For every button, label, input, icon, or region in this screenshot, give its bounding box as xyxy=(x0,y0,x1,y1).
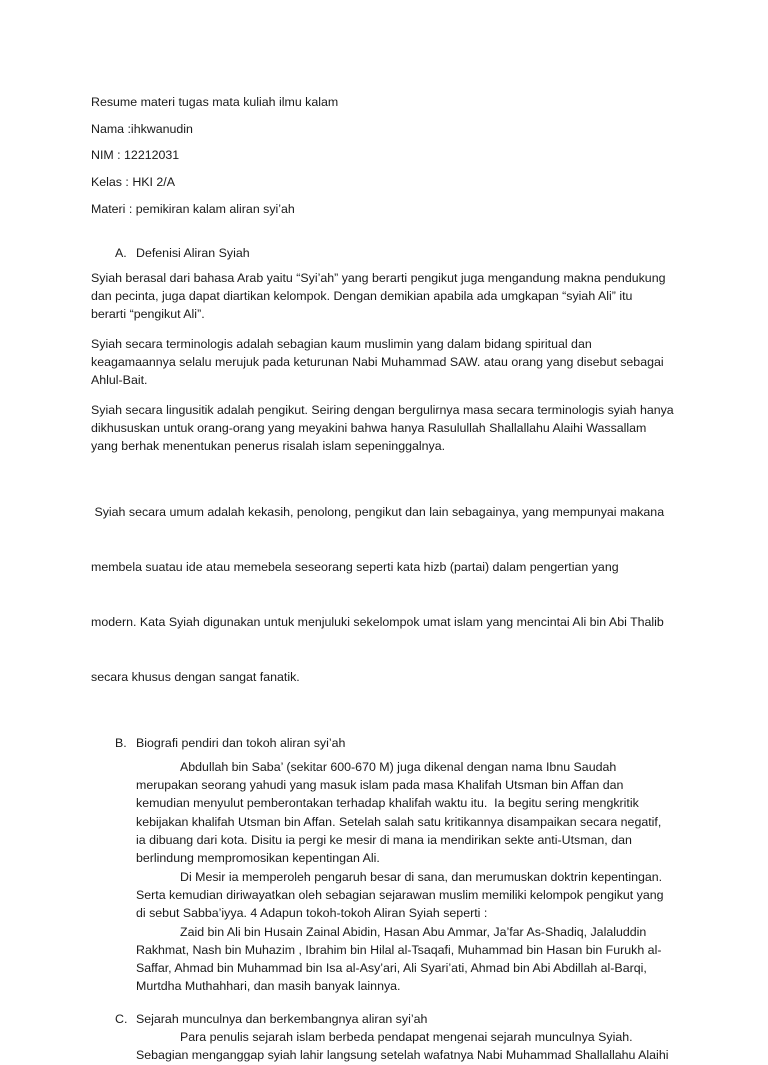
text-line: Syiah berasal dari bahasa Arab yaitu “Syi’ah” yang berarti pengikut juga mengandung makna pendukung xyxy=(91,270,666,285)
text-line: yang berhak menentukan penerus risalah islam sepeninggalnya. xyxy=(91,439,446,454)
text-line: Syiah secara umum adalah kekasih, penolong, pengikut dan lain sebagainya, yang mempunyai makana xyxy=(91,505,665,519)
text-line: keagamaannya selalu merujuk pada keturunan Nabi Muhammad SAW. atau orang yang disebut sebagai xyxy=(91,354,664,369)
text-line: kebijakan khalifah Utsman bin Affan. Setelah salah satu kritikannya disampaikan secara negatif, xyxy=(136,814,662,829)
text-line: Zaid bin Ali bin Husain Zainal Abidin, Hasan Abu Ammar, Ja’far As-Shadiq, Jalaluddin xyxy=(180,924,647,939)
text-line: Di Mesir ia memperoleh pengaruh besar di sana, dan merumuskan doktrin kepentingan. xyxy=(180,869,663,884)
section-a-heading xyxy=(91,244,768,262)
section-c-heading xyxy=(91,1010,768,1028)
section-c-marker: C. xyxy=(115,1011,128,1026)
section-a-paragraph xyxy=(91,466,691,722)
section-b-heading xyxy=(91,734,768,752)
text-line: Sebagian menganggap syiah lahir langsung setelah wafatnya Nabi Muhammad Shallallahu Alaihi xyxy=(136,1048,669,1063)
text-line: Serta kemudian diriwayatkan oleh sebagian sejarawan muslim memiliki kelompok pengikut yang xyxy=(136,887,664,902)
text-line: kemudian menyulut pemberontakan terhadap khalifah waktu itu. Ia begitu sering mengkritik xyxy=(136,796,639,811)
section-c-paragraph xyxy=(136,1028,696,1065)
text-line: dikhususkan untuk orang-orang yang meyakini bahwa hanya Rasulullah Shallallahu Alaihi Wassallam xyxy=(91,420,647,435)
text-line: Para penulis sejarah islam berbeda pendapat mengenai sejarah munculnya Syiah. xyxy=(180,1030,633,1045)
text-line: merupakan seorang yahudi yang masuk islam pada masa Khalifah Utsman bin Affan dan xyxy=(136,778,624,793)
text-line: secara khusus dengan sangat fanatik. xyxy=(91,669,300,684)
text-line: Abdullah bin Saba’ (sekitar 600-670 M) juga dikenal dengan nama Ibnu Saudah xyxy=(180,759,617,774)
section-a-paragraph xyxy=(91,401,691,456)
document-title: Resume materi tugas mata kuliah ilmu kalam xyxy=(91,95,339,109)
section-b-paragraph xyxy=(136,868,696,923)
text-line: Murtdha Muthahhari, dan masih banyak lainnya. xyxy=(136,979,401,994)
section-b-title: Biografi pendiri dan tokoh aliran syi’ah xyxy=(136,735,346,750)
text-line: modern. Kata Syiah digunakan untuk menjuluki sekelompok umat islam yang mencintai Ali bin Abi Thalib xyxy=(91,614,664,629)
text-line: dan pecinta, juga dapat diartikan kelompok. Dengan demikian apabila ada umgkapan “syiah Ali” itu xyxy=(91,289,633,304)
text-line: di sebut Sabba’iyya. 4 Adapun tokoh-tokoh Aliran Syiah seperti : xyxy=(136,906,488,921)
student-nim: NIM : 12212031 xyxy=(91,148,180,163)
section-b-paragraph xyxy=(136,758,696,868)
text-line: Ahlul-Bait. xyxy=(91,373,148,388)
text-line: berlindung mempromosikan kepentingan Ali. xyxy=(136,851,380,866)
section-b-marker: B. xyxy=(115,735,127,750)
section-a-paragraph xyxy=(91,335,691,390)
section-a-title: Defenisi Aliran Syiah xyxy=(136,246,250,261)
text-line: berarti “pengikut Ali”. xyxy=(91,307,205,322)
student-class: Kelas : HKI 2/A xyxy=(91,175,176,190)
section-a-marker: A. xyxy=(115,246,127,261)
material-topic: Materi : pemikiran kalam aliran syi’ah xyxy=(91,201,295,216)
text-line: Syiah secara terminologis adalah sebagian kaum muslimin yang dalam bidang spiritual dan xyxy=(91,336,592,351)
student-name: Nama :ihkwanudin xyxy=(91,121,193,136)
text-line: membela suatau ide atau memebela seseorang seperti kata hizb (partai) dalam pengertian yang xyxy=(91,559,619,574)
section-b-paragraph xyxy=(136,923,696,996)
text-line: Syiah secara lingusitik adalah pengikut. Seiring dengan bergulirnya masa secara terminologis syiah hanya xyxy=(91,402,674,417)
text-line: ia dibuang dari kota. Disitu ia pergi ke mesir di mana ia mendirikan sekte anti-Utsman, dan xyxy=(136,833,632,848)
section-c-title: Sejarah munculnya dan berkembangnya aliran syi’ah xyxy=(136,1011,428,1026)
text-line: Saffar, Ahmad bin Muhammad bin Isa al-Asy’ari, Ali Syari’ati, Ahmad bin Abi Abdillah al-Barqi, xyxy=(136,961,647,976)
text-line: Rakhmat, Nash bin Muhazim , Ibrahim bin Hilal al-Tsaqafi, Muhammad bin Hasan bin Furukh al- xyxy=(136,942,662,957)
section-a-paragraph xyxy=(91,269,691,324)
